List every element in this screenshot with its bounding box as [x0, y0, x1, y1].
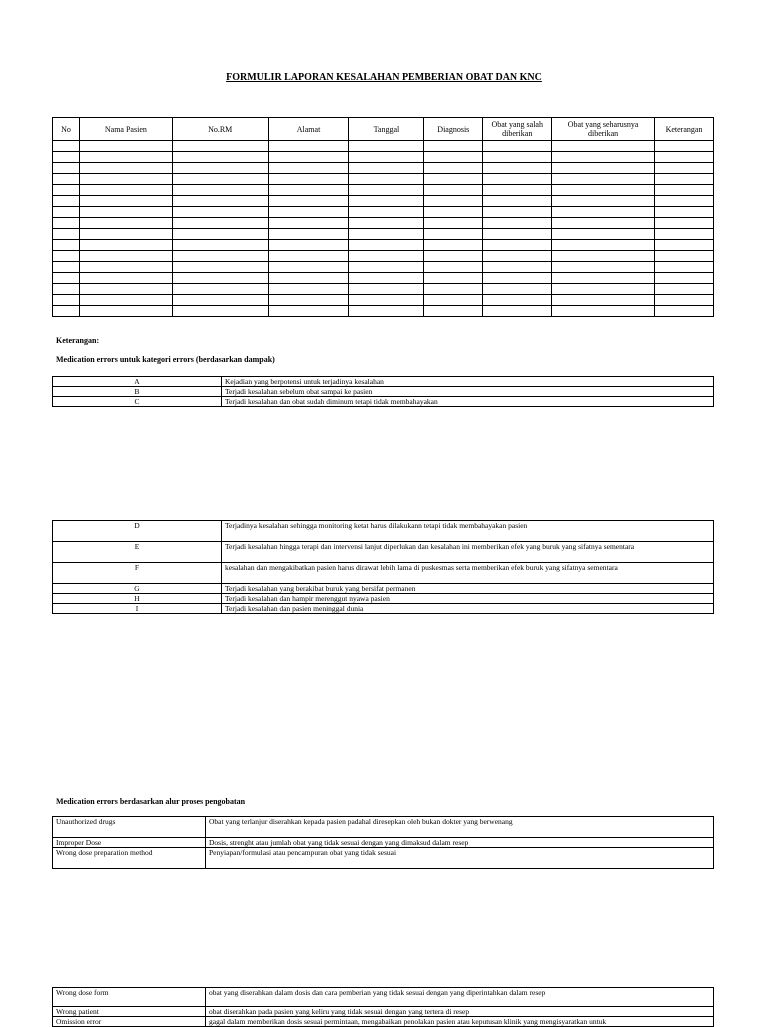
table-cell[interactable] [53, 218, 80, 229]
table-cell[interactable] [349, 207, 424, 218]
table-cell[interactable] [268, 218, 349, 229]
table-cell[interactable] [655, 251, 714, 262]
table-cell[interactable] [53, 152, 80, 163]
table-cell[interactable] [268, 295, 349, 306]
process-table-1 [52, 816, 714, 869]
table-cell[interactable] [552, 273, 655, 284]
header-diagnosis: Diagnosis [424, 118, 483, 141]
row-description: Terjadi kesalahan hingga terapi dan intervensi lanjut diperlukan dan kesalahan ini memberikan efek yang buruk yang sifatnya sementara [222, 542, 714, 563]
table-cell[interactable] [655, 273, 714, 284]
row-description: Terjadi kesalahan dan hampir merenggut nyawa pasien [222, 594, 714, 604]
table-row [53, 174, 714, 185]
table-cell[interactable] [552, 163, 655, 174]
table-cell[interactable] [53, 196, 80, 207]
table-cell[interactable] [172, 284, 268, 295]
table-cell[interactable] [552, 284, 655, 295]
table-cell[interactable] [424, 273, 483, 284]
row-code: B [53, 387, 222, 397]
table-cell[interactable] [424, 207, 483, 218]
table-cell[interactable] [424, 196, 483, 207]
row-description: Penyiapan/formulasi atau pencampuran obat yang tidak sesuai [206, 848, 714, 869]
table-cell[interactable] [172, 152, 268, 163]
row-code: D [53, 521, 222, 542]
header-alamat: Alamat [268, 118, 349, 141]
keterangan-label: Keterangan: [56, 336, 100, 345]
table-cell[interactable] [53, 229, 80, 240]
table-cell[interactable] [483, 196, 552, 207]
table-cell[interactable] [483, 152, 552, 163]
table-cell[interactable] [552, 251, 655, 262]
report-table-body [53, 141, 714, 317]
table-cell[interactable] [483, 185, 552, 196]
table-row [53, 251, 714, 262]
row-description: Terjadinya kesalahan sehingga monitoring ketat harus dilakukann tetapi tidak membahayakan pasien [222, 521, 714, 542]
table-cell[interactable] [79, 218, 172, 229]
category-table-2 [52, 520, 714, 614]
table-cell[interactable] [268, 185, 349, 196]
table-cell[interactable] [552, 306, 655, 317]
table-cell[interactable] [172, 163, 268, 174]
table-cell[interactable] [79, 141, 172, 152]
form-title: FORMULIR LAPORAN KESALAHAN PEMBERIAN OBAT DAN KNC [226, 72, 542, 83]
table-cell[interactable] [483, 273, 552, 284]
table-cell[interactable] [268, 284, 349, 295]
table-cell[interactable] [79, 207, 172, 218]
table-row [53, 141, 714, 152]
table-cell[interactable] [349, 295, 424, 306]
row-description: Terjadi kesalahan dan pasien meninggal dunia [222, 604, 714, 614]
table-cell[interactable] [349, 306, 424, 317]
table-cell[interactable] [79, 284, 172, 295]
header-tanggal: Tanggal [349, 118, 424, 141]
table-row [53, 848, 714, 869]
table-row [53, 584, 714, 594]
table-cell[interactable] [53, 185, 80, 196]
table-cell[interactable] [552, 207, 655, 218]
table-cell[interactable] [655, 185, 714, 196]
table-cell[interactable] [172, 174, 268, 185]
table-cell[interactable] [552, 141, 655, 152]
table-row [53, 594, 714, 604]
table-cell[interactable] [268, 152, 349, 163]
table-cell[interactable] [424, 262, 483, 273]
table-cell[interactable] [424, 306, 483, 317]
header-no: No [53, 118, 80, 141]
table-cell[interactable] [172, 185, 268, 196]
row-code: Improper Dose [53, 838, 206, 848]
table-cell[interactable] [424, 174, 483, 185]
table-cell[interactable] [424, 295, 483, 306]
table-cell[interactable] [79, 240, 172, 251]
header-obat-seharusnya: Obat yang seharusnya diberikan [552, 118, 655, 141]
process-table-2 [52, 987, 714, 1027]
table-cell[interactable] [424, 240, 483, 251]
table-cell[interactable] [268, 163, 349, 174]
table-row [53, 229, 714, 240]
table-row [53, 196, 714, 207]
table-cell[interactable] [79, 196, 172, 207]
table-cell[interactable] [349, 262, 424, 273]
table-cell[interactable] [552, 229, 655, 240]
table-cell[interactable] [349, 174, 424, 185]
table-cell[interactable] [79, 295, 172, 306]
table-cell[interactable] [349, 185, 424, 196]
table-row [53, 284, 714, 295]
table-cell[interactable] [349, 284, 424, 295]
table-cell[interactable] [53, 284, 80, 295]
table-cell[interactable] [172, 196, 268, 207]
row-description: obat yang diserahkan dalam dosis dan cara pemberian yang tidak sesuai dengan yang diperintahkan dalam resep [206, 988, 714, 1007]
table-cell[interactable] [349, 218, 424, 229]
table-row [53, 295, 714, 306]
table-cell[interactable] [655, 295, 714, 306]
table-row [53, 838, 714, 848]
table-cell[interactable] [79, 273, 172, 284]
table-cell[interactable] [552, 218, 655, 229]
row-code: Wrong dose preparation method [53, 848, 206, 869]
table-cell[interactable] [655, 141, 714, 152]
row-description: Dosis, strenght atau jumlah obat yang tidak sesuai dengan yang dimaksud dalam resep [206, 838, 714, 848]
table-cell[interactable] [349, 229, 424, 240]
table-cell[interactable] [268, 174, 349, 185]
table-row [53, 397, 714, 407]
table-row [53, 152, 714, 163]
table-cell[interactable] [268, 273, 349, 284]
table-cell[interactable] [552, 152, 655, 163]
table-cell[interactable] [552, 240, 655, 251]
row-description: obat diserahkan pada pasien yang keliru yang tidak sesuai dengan yang tertera di resep [206, 1007, 714, 1017]
row-code: Wrong patient [53, 1007, 206, 1017]
table-cell[interactable] [53, 174, 80, 185]
table-row [53, 185, 714, 196]
table-cell[interactable] [172, 240, 268, 251]
table-cell[interactable] [79, 163, 172, 174]
table-cell[interactable] [483, 262, 552, 273]
report-table-header-row [53, 118, 714, 141]
table-row [53, 273, 714, 284]
table-cell[interactable] [552, 185, 655, 196]
row-code: H [53, 594, 222, 604]
row-description: Terjadi kesalahan sebelum obat sampai ke pasien [222, 387, 714, 397]
table-cell[interactable] [483, 163, 552, 174]
table-cell[interactable] [268, 229, 349, 240]
table-row [53, 163, 714, 174]
table-cell[interactable] [655, 207, 714, 218]
table-cell[interactable] [349, 152, 424, 163]
table-cell[interactable] [172, 229, 268, 240]
row-code: G [53, 584, 222, 594]
row-description: Terjadi kesalahan dan obat sudah diminum tetapi tidak membahayakan [222, 397, 714, 407]
table-cell[interactable] [424, 163, 483, 174]
table-cell[interactable] [483, 295, 552, 306]
table-cell[interactable] [424, 152, 483, 163]
table-cell[interactable] [79, 251, 172, 262]
row-code: Wrong dose form [53, 988, 206, 1007]
table-cell[interactable] [172, 218, 268, 229]
table-row [53, 1017, 714, 1027]
table-cell[interactable] [655, 163, 714, 174]
table-cell[interactable] [655, 152, 714, 163]
table-cell[interactable] [483, 207, 552, 218]
table-cell[interactable] [349, 163, 424, 174]
table-cell[interactable] [53, 295, 80, 306]
table-cell[interactable] [655, 306, 714, 317]
table-cell[interactable] [424, 141, 483, 152]
table-cell[interactable] [268, 141, 349, 152]
table-cell[interactable] [79, 229, 172, 240]
row-description: kesalahan dan mengakibatkan pasien harus dirawat lebih lama di puskesmas serta memberikan efek buruk yang sifatnya sementara [222, 563, 714, 584]
category-heading: Medication errors untuk kategori errors (berdasarkan dampak) [56, 355, 275, 364]
table-cell[interactable] [424, 218, 483, 229]
row-code: A [53, 377, 222, 387]
table-row [53, 218, 714, 229]
table-row [53, 817, 714, 838]
table-cell[interactable] [53, 163, 80, 174]
table-row [53, 387, 714, 397]
table-cell[interactable] [483, 229, 552, 240]
table-cell[interactable] [172, 273, 268, 284]
table-cell[interactable] [424, 284, 483, 295]
table-cell[interactable] [655, 218, 714, 229]
table-cell[interactable] [349, 273, 424, 284]
table-cell[interactable] [483, 306, 552, 317]
header-nama-pasien: Nama Pasien [79, 118, 172, 141]
table-cell[interactable] [483, 174, 552, 185]
table-cell[interactable] [53, 240, 80, 251]
row-code: Unauthorized drugs [53, 817, 206, 838]
table-cell[interactable] [268, 207, 349, 218]
table-row [53, 521, 714, 542]
table-cell[interactable] [424, 251, 483, 262]
table-cell[interactable] [268, 306, 349, 317]
table-cell[interactable] [483, 251, 552, 262]
table-cell[interactable] [349, 251, 424, 262]
row-code: I [53, 604, 222, 614]
table-row [53, 240, 714, 251]
table-row [53, 604, 714, 614]
header-no-rm: No.RM [172, 118, 268, 141]
row-description: Obat yang terlanjur diserahkan kepada pasien padahal diresepkan oleh bukan dokter yang berwenang [206, 817, 714, 838]
table-cell[interactable] [53, 306, 80, 317]
row-description: Kejadian yang berpotensi untuk terjadinya kesalahan [222, 377, 714, 387]
row-code: E [53, 542, 222, 563]
table-cell[interactable] [655, 240, 714, 251]
table-cell[interactable] [655, 174, 714, 185]
table-cell[interactable] [268, 251, 349, 262]
table-cell[interactable] [552, 174, 655, 185]
table-cell[interactable] [552, 262, 655, 273]
table-cell[interactable] [349, 141, 424, 152]
process-heading: Medication errors berdasarkan alur proses pengobatan [56, 797, 246, 806]
table-cell[interactable] [268, 262, 349, 273]
table-cell[interactable] [483, 284, 552, 295]
table-cell[interactable] [483, 141, 552, 152]
table-cell[interactable] [552, 196, 655, 207]
category-table-1 [52, 376, 714, 407]
row-code: F [53, 563, 222, 584]
table-cell[interactable] [53, 251, 80, 262]
header-keterangan: Keterangan [655, 118, 714, 141]
table-row [53, 207, 714, 218]
report-table [52, 117, 714, 317]
table-cell[interactable] [424, 229, 483, 240]
table-cell[interactable] [172, 251, 268, 262]
table-cell[interactable] [655, 229, 714, 240]
table-row [53, 542, 714, 563]
table-cell[interactable] [349, 196, 424, 207]
header-obat-salah: Obat yang salah diberikan [483, 118, 552, 141]
table-cell[interactable] [655, 196, 714, 207]
table-cell[interactable] [172, 295, 268, 306]
table-cell[interactable] [79, 306, 172, 317]
table-cell[interactable] [172, 262, 268, 273]
table-cell[interactable] [349, 240, 424, 251]
table-row [53, 262, 714, 273]
table-cell[interactable] [79, 174, 172, 185]
row-description: gagal dalam memberikan dosis sesuai permintaan, mengabaikan penolakan pasien atau keputusan klinik yang mengisyaratkan untuk [206, 1017, 714, 1027]
table-row [53, 988, 714, 1007]
table-cell[interactable] [79, 185, 172, 196]
table-cell[interactable] [79, 152, 172, 163]
table-cell[interactable] [79, 262, 172, 273]
row-description: Terjadi kesalahan yang berakibat buruk yang bersifat permanen [222, 584, 714, 594]
table-cell[interactable] [53, 207, 80, 218]
table-cell[interactable] [483, 240, 552, 251]
table-cell[interactable] [552, 295, 655, 306]
row-code: Omission error [53, 1017, 206, 1027]
table-cell[interactable] [483, 218, 552, 229]
table-row [53, 377, 714, 387]
table-cell[interactable] [172, 141, 268, 152]
table-cell[interactable] [53, 141, 80, 152]
table-row [53, 1007, 714, 1017]
table-row [53, 306, 714, 317]
table-cell[interactable] [268, 240, 349, 251]
row-code: C [53, 397, 222, 407]
table-cell[interactable] [268, 196, 349, 207]
table-cell[interactable] [424, 185, 483, 196]
table-row [53, 563, 714, 584]
table-cell[interactable] [172, 306, 268, 317]
table-cell[interactable] [172, 207, 268, 218]
table-cell[interactable] [53, 273, 80, 284]
table-cell[interactable] [655, 284, 714, 295]
table-cell[interactable] [655, 262, 714, 273]
table-cell[interactable] [53, 262, 80, 273]
